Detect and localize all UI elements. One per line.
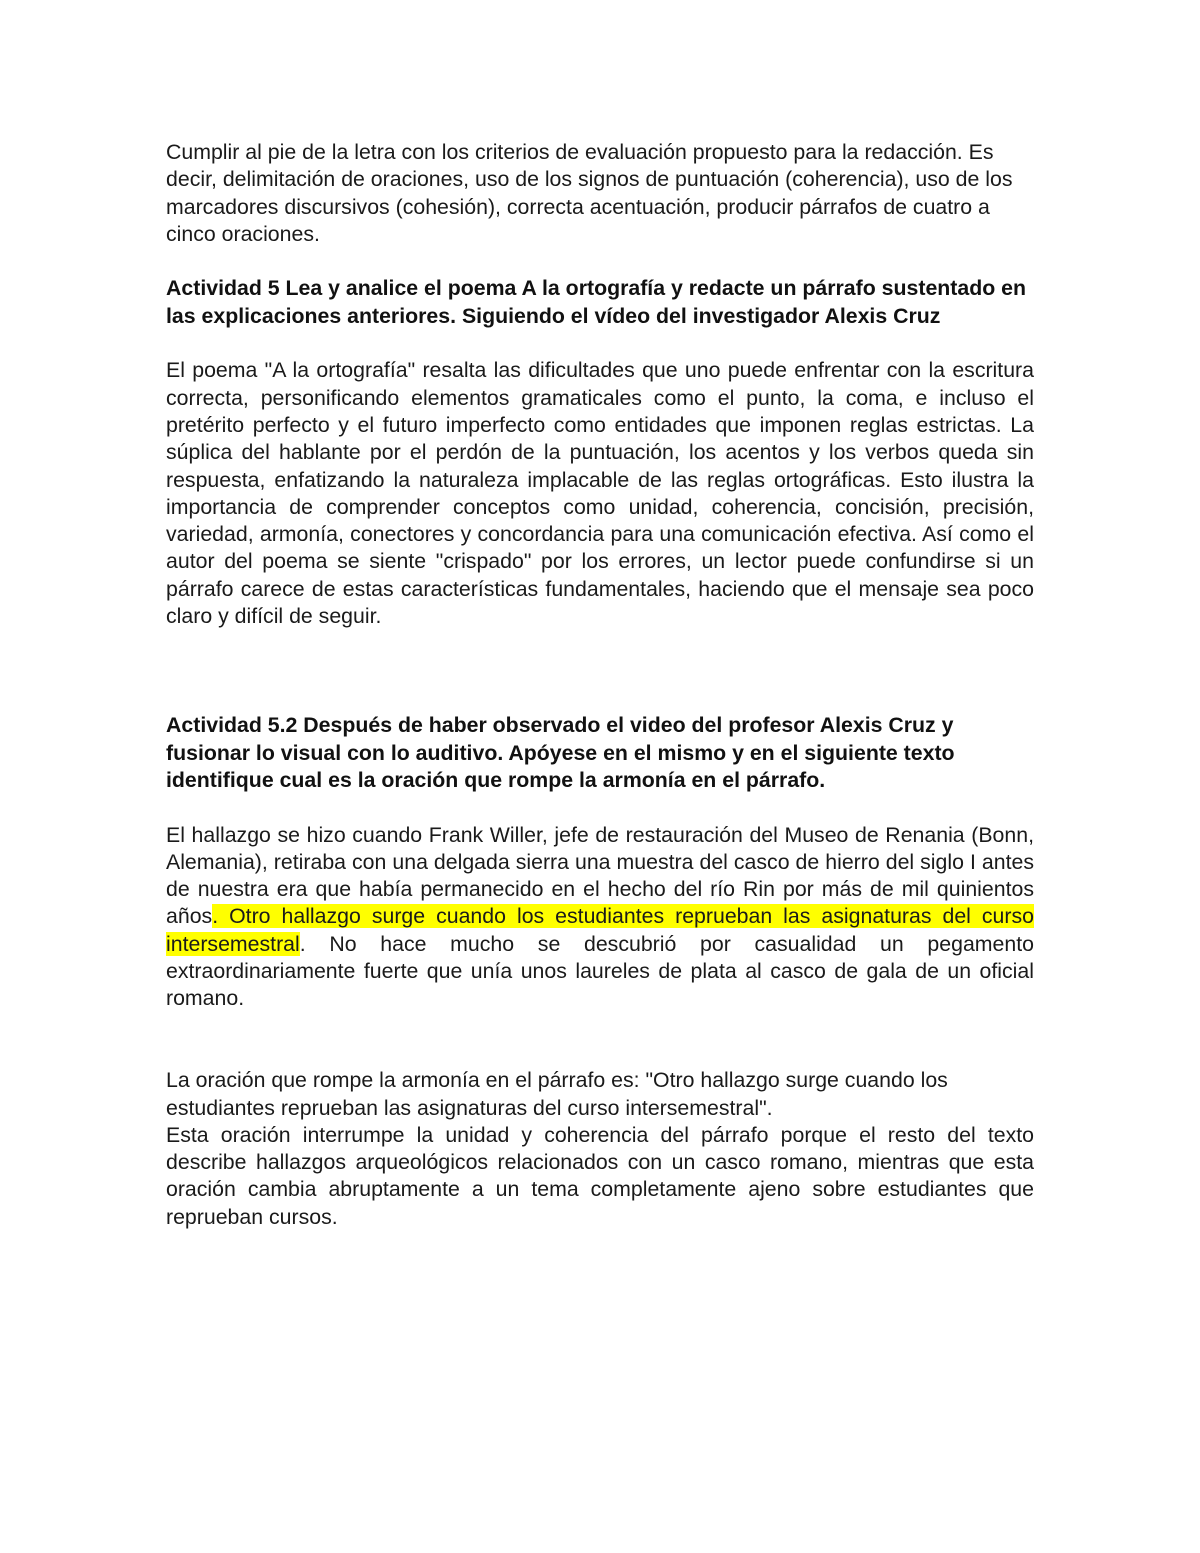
activity-5-2-heading: Actividad 5.2 Después de haber observado el video del profesor Alexis Cruz y fusionar lo visual con lo auditivo. Apóyese en el mismo y en el siguiente texto identifique cual es la oración que rompe la armonía en el párrafo. (166, 713, 955, 792)
spacer (166, 248, 1034, 275)
highlighted-sentence: . Otro hallazgo surge cuando los estudiantes reprueban las asignaturas del curso intersemestral (166, 904, 1034, 956)
text-after: . No hace mucho se descubrió por casualidad un pegamento extraordinariamente fuerte que unía unos laureles de plata al casco de gala de un oficial romano. (166, 931, 1034, 1011)
intro-paragraph: Cumplir al pie de la letra con los criterios de evaluación propuesto para la redacción. Es decir, delimitación de oraciones, uso de los signos de puntuación (coherencia), uso de los marcadores discursivos (cohesión), correcta acentuación, producir párrafos de cuatro a cinco oraciones. (166, 140, 1013, 246)
text-before: El hallazgo se hizo cuando Frank Willer, jefe de restauración del Museo de Renania (Bonn, Alemania), retiraba con una delgada sierra una muestra del casco de hierro del siglo I antes de nuestra era que había permanecido en el hecho del río Rin por más de mil quinientos años (166, 822, 1034, 929)
document-body (166, 139, 1034, 1231)
spacer (166, 630, 1034, 712)
answer-line: La oración que rompe la armonía en el párrafo es: "Otro hallazgo surge cuando los estudiantes reprueban las asignaturas del curso intersemestral". (166, 1068, 948, 1120)
activity-5-heading: Actividad 5 Lea y analice el poema A la ortografía y redacte un párrafo sustentado en las explicaciones anteriores. Siguiendo el vídeo del investigador Alexis Cruz (166, 276, 1027, 328)
explanation-paragraph: Esta oración interrumpe la unidad y coherencia del párrafo porque el resto del texto describe hallazgos arqueológicos relacionados con un casco romano, mientras que esta oración cambia abruptamente a un tema completamente ajeno sobre estudiantes que reprueban cursos. (166, 1122, 1034, 1229)
spacer (166, 1013, 1034, 1068)
activity-5-answer: El poema "A la ortografía" resalta las dificultades que uno puede enfrentar con la escritura correcta, personificando elementos gramaticales como el punto, la coma, e incluso el pretérito perfecto y el futuro imperfecto como entidades que imponen reglas estrictas. La súplica del hablante por el perdón de la puntuación, los acentos y los verbos queda sin respuesta, enfatizando la naturaleza implacable de las reglas ortográficas. Esto ilustra la importancia de comprender conceptos como unidad, coherencia, concisión, precisión, variedad, armonía, conectores y concordancia para una comunicación efectiva. Así como el autor del poema se siente "crispado" por los errores, un lector puede confundirse si un párrafo carece de estas características fundamentales, haciendo que el mensaje sea poco claro y difícil de seguir. (166, 358, 1034, 629)
spacer (166, 330, 1034, 357)
spacer (166, 794, 1034, 821)
activity-5-2-text (166, 822, 1034, 1013)
